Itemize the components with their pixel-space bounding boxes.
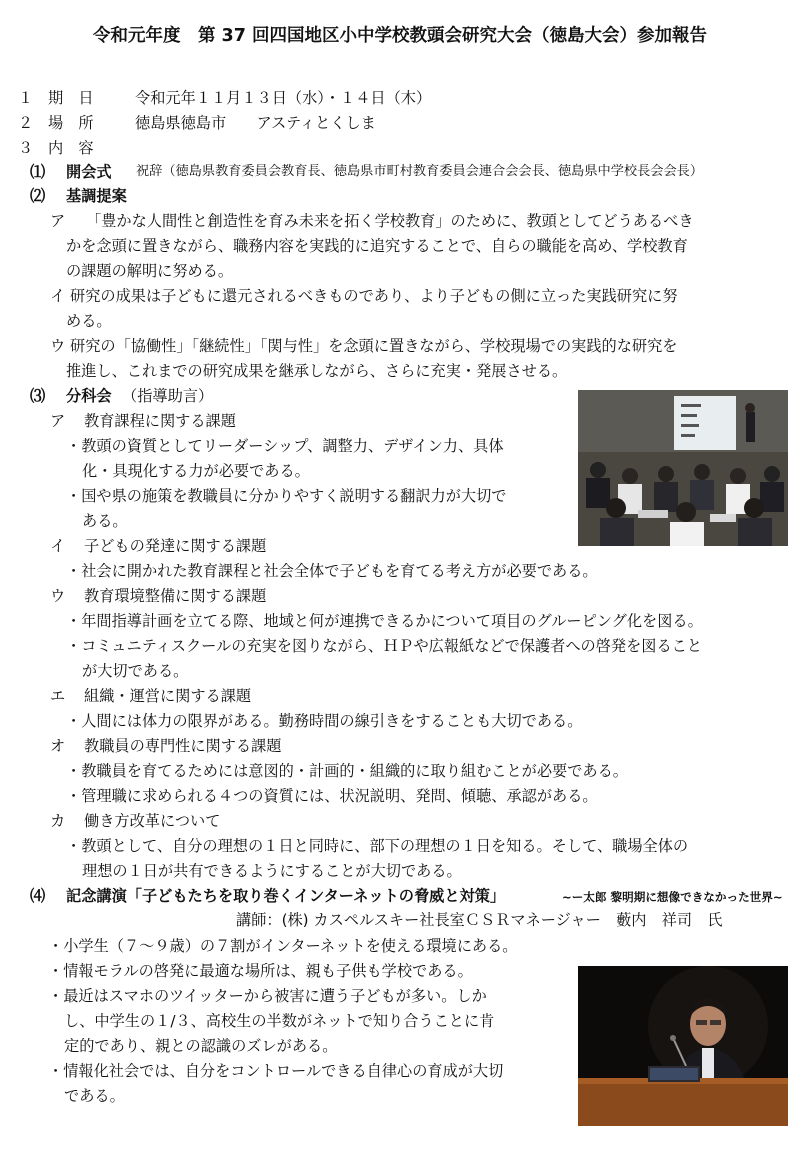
bullet-line: ・情報モラルの啓発に最適な場所は、親も子供も学校である。 <box>48 962 473 980</box>
part-4-subtitle: ~ー太郎 黎明期に想像できなかった世界~ <box>562 890 783 904</box>
proposal-i-line: 研究の成果は子どもに還元されるべきものであり、より子どもの側に立った実践研究に努 <box>70 287 678 305</box>
section-3-label: 内 容 <box>48 139 94 157</box>
part-1-text: 祝辞（徳島県教育委員会教育長、徳島県市町村教育委員会連合会会長、徳島県中学校長会会長） <box>136 164 704 179</box>
group-u-marker: ウ <box>50 587 66 605</box>
part-2-label: 基調提案 <box>66 187 127 205</box>
proposal-a-line: の課題の解明に努める。 <box>66 262 234 280</box>
section-2-value: 徳島県徳島市 アスティとくしま <box>135 114 376 132</box>
bullet-line: ある。 <box>82 512 128 530</box>
group-ka-marker: カ <box>50 812 66 830</box>
group-a-marker: ア <box>50 412 66 430</box>
bullet-line: ・管理職に求められる４つの資質には、状況説明、発問、傾聴、承認がある。 <box>66 787 598 805</box>
bullet-line: ・教職員を育てるためには意図的・計画的・組織的に取り組むことが必要である。 <box>66 762 628 780</box>
proposal-a-marker: ア <box>50 212 66 230</box>
part-4-number: ⑷ <box>30 887 46 905</box>
part-3-label: 分科会 <box>66 387 112 405</box>
bullet-line: ・年間指導計画を立てる際、地域と何が連携できるかについて項目のグルーピング化を図る。 <box>66 612 703 630</box>
bullet-line: し、中学生の１/３、高校生の半数がネットで知り合うことに肯 <box>64 1012 495 1030</box>
bullet-line: 理想の１日が共有できるようにすることが大切である。 <box>82 862 462 880</box>
bullet-line: 定的であり、親との認識のズレがある。 <box>64 1037 338 1055</box>
group-a-heading: 教育課程に関する課題 <box>84 412 236 430</box>
lecturer-photo <box>578 966 788 1126</box>
part-4-label: 記念講演「子どもたちを取り巻くインターネットの脅威と対策」 <box>66 887 506 905</box>
group-o-marker: オ <box>50 737 66 755</box>
proposal-a-line: 「豊かな人間性と創造性を育み未来を拓く学校教育」のために、教頭としてどうあるべき <box>86 212 694 230</box>
part-3-sub: （指導助言） <box>122 387 214 405</box>
proposal-i-marker: イ <box>50 287 66 305</box>
bullet-line: ・国や県の施策を教職員に分かりやすく説明する翻訳力が大切で <box>66 487 507 505</box>
bullet-line: ・社会に開かれた教育課程と社会全体で子どもを育てる考え方が必要である。 <box>66 562 598 580</box>
section-3-number: ３ <box>18 139 34 157</box>
group-u-heading: 教育環境整備に関する課題 <box>84 587 267 605</box>
part-1-number: ⑴ <box>30 163 46 181</box>
section-1-label: 期 日 <box>48 89 94 107</box>
proposal-a-line: かを念頭に置きながら、職務内容を実践的に追究することで、自らの職能を高め、学校教育 <box>66 237 688 255</box>
page-title: 令和元年度 第 37 回四国地区小中学校教頭会研究大会（徳島大会）参加報告 <box>92 26 708 46</box>
section-1-number: １ <box>18 89 34 107</box>
bullet-line: ・情報化社会では、自分をコントロールできる自律心の育成が大切 <box>48 1062 504 1080</box>
part-2-number: ⑵ <box>30 187 46 205</box>
lecturer: 講師：(株) カスペルスキー社長室ＣＳＲマネージャー 藪内 祥司 氏 <box>236 911 723 929</box>
session-photo <box>578 390 788 546</box>
bullet-line: ・小学生（７～９歳）の７割がインターネットを使える環境にある。 <box>48 937 518 955</box>
group-o-heading: 教職員の専門性に関する課題 <box>84 737 282 755</box>
group-i-marker: イ <box>50 537 66 555</box>
proposal-u-line: 研究の「協働性」「継続性」「関与性」を念頭に置きながら、学校現場での実践的な研究を <box>70 337 678 355</box>
bullet-line: ・教頭の資質としてリーダーシップ、調整力、デザイン力、具体 <box>66 437 504 455</box>
bullet-line: ・教頭として、自分の理想の１日と同時に、部下の理想の１日を知る。そして、職場全体の <box>66 837 689 855</box>
group-e-marker: エ <box>50 687 66 705</box>
section-2-number: ２ <box>18 114 34 132</box>
bullet-line: である。 <box>64 1087 125 1105</box>
part-3-number: ⑶ <box>30 387 46 405</box>
part-1-label: 開会式 <box>66 163 112 181</box>
bullet-line: 化・具現化する力が必要である。 <box>82 462 310 480</box>
group-i-heading: 子どもの発達に関する課題 <box>84 537 267 555</box>
bullet-line: ・最近はスマホのツイッターから被害に遭う子どもが多い。しか <box>48 987 487 1005</box>
proposal-u-marker: ウ <box>50 337 66 355</box>
bullet-line: ・コミュニティスクールの充実を図りながら、ＨＰや広報紙などで保護者への啓発を図ること <box>66 637 703 655</box>
bullet-line: ・人間には体力の限界がある。勤務時間の線引きをすることも大切である。 <box>66 712 583 730</box>
bullet-line: が大切である。 <box>82 662 189 680</box>
group-ka-heading: 働き方改革について <box>84 812 221 830</box>
proposal-u-line: 推進し、これまでの研究成果を継承しながら、さらに充実・発展させる。 <box>66 362 568 380</box>
proposal-i-line: める。 <box>66 312 112 330</box>
group-e-heading: 組織・運営に関する課題 <box>84 687 252 705</box>
section-1-value: 令和元年１１月１３日（水）・１４日（木） <box>135 89 432 107</box>
section-2-label: 場 所 <box>48 114 94 132</box>
